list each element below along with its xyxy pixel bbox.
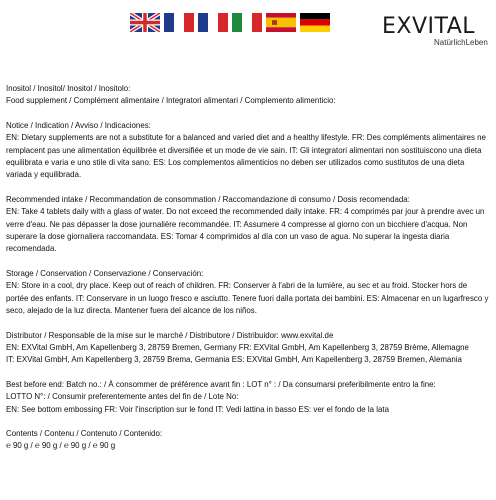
france-flag-icon bbox=[164, 13, 194, 32]
section-recommended-intake bbox=[6, 193, 490, 255]
section-contents bbox=[6, 427, 490, 452]
best-before-text: EN: See bottom embossing FR: Voir l'inscription sur le fond IT: Vedi lattina in basso ES: ver el fondo de la lata bbox=[6, 403, 389, 414]
france-flag-2-icon bbox=[198, 13, 228, 32]
logo-tagline: NatürlichLeben bbox=[434, 38, 488, 47]
section-distributor bbox=[6, 329, 490, 366]
section-notice bbox=[6, 119, 490, 181]
storage-heading: Storage / Conservation / Conservazione / Conservación: bbox=[6, 267, 204, 278]
storage-text: EN: Store in a cool, dry place. Keep out of reach of children. FR: Conserver à l'abri de la lumière, au sec et au froid. Stocker hors de portée des enfants. IT: Conservare in un luogo fresco e asciutto. Tenere fuori dalla portata dei bambini. ES: Almacenar en un lugarfresco y seco, alejado de la luz directa. Mantener fuera del alcance de los niños. bbox=[6, 280, 489, 316]
product-category: Food supplement / Complément alimentaire / Integratori alimentari / Complemento alimenticio: bbox=[6, 95, 336, 106]
italy-flag-icon bbox=[232, 13, 262, 32]
section-best-before bbox=[6, 378, 490, 415]
distributor-heading: Distributor / Responsable de la mise sur le marché / Distributore / Distribuidor: www.exvital.de bbox=[6, 329, 334, 340]
intake-text: EN: Take 4 tablets daily with a glass of water. Do not exceed the recommended daily intake. FR: 4 comprimés par jour à prendre avec un verre d'eau. Ne pas dépasser la dose journalière recommandée. IT: Assumere 4 compresse al giorno con un bicchiere d'acqua. Non superare la dose giornaliera raccomandata. ES: Tomar 4 comprimidos al día con un vaso de agua. No superar la ingesta diaria recomendada. bbox=[6, 206, 485, 254]
contents-heading: Contents / Contenu / Contenuto / Contenido: bbox=[6, 427, 163, 438]
language-flags bbox=[130, 13, 330, 32]
logo-wordmark: EXVITAL bbox=[382, 14, 476, 39]
section-storage bbox=[6, 267, 490, 317]
product-name-heading: Inositol / Inositol/ Inositol / Inositolo: bbox=[6, 83, 131, 93]
label-header bbox=[0, 0, 496, 60]
distributor-address-it-es: IT: EXVital GmbH, Am Kapellenberg 3, 28759 Brema, Germania ES: EXVital GmbH, Am Kapellenberg 3, 28759 Bremen, Alemania bbox=[6, 354, 462, 365]
spain-flag-icon bbox=[266, 13, 296, 32]
uk-flag-icon bbox=[130, 13, 160, 32]
section-product-name bbox=[6, 82, 490, 107]
distributor-address-en-fr: EN: EXVital GmbH, Am Kapellenberg 3, 28759 Bremen, Germany FR: EXVital GmbH, Am Kapellenberg 3, 28759 Brème, Allemagne bbox=[6, 341, 469, 352]
label-text bbox=[6, 82, 490, 464]
intake-heading: Recommended intake / Recommandation de consommation / Raccomandazione di consumo / Dosis recomendada: bbox=[6, 193, 410, 204]
germany-flag-icon bbox=[300, 13, 330, 32]
contents-weight: ℮ 90 g / ℮ 90 g / ℮ 90 g / ℮ 90 g bbox=[6, 440, 116, 451]
best-before-heading-cont: LOTTO N°: / Consumir preferentemente antes del fin de / Lote No: bbox=[6, 391, 239, 402]
best-before-heading: Best before end: Batch no.: / À consommer de préférence avant fin : LOT n° : / Da consumarsi preferibilmente entro la fine: bbox=[6, 378, 436, 389]
exvital-logo bbox=[382, 14, 490, 50]
notice-heading: Notice / Indication / Avviso / Indicaciones: bbox=[6, 119, 151, 130]
notice-text: EN: Dietary supplements are not a substitute for a balanced and varied diet and a healthy lifestyle. FR: Des compléments alimentaires ne remplacent pas une alimentation équilibrée et diversifiée et un mode de vie sain. IT: Gli integratori alimentari non sostituiscono una dieta equilibrata e varia e uno stile di vita sano. ES: Los complementos alimenticios no deben ser utilizados como sustitutos de una dieta variada y equilibrada. bbox=[6, 132, 486, 180]
